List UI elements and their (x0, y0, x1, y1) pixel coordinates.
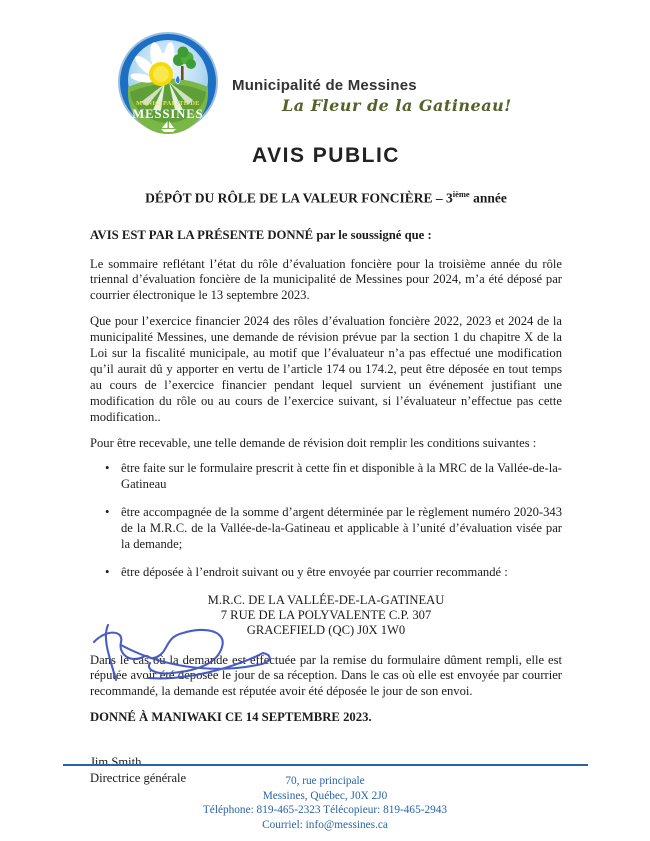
document-subtitle (90, 189, 562, 207)
intro-bold: AVIS EST PAR LA PRÉSENTE DONNÉ (90, 227, 314, 242)
intro-line (90, 228, 562, 243)
footer-line-phone: Téléphone: 819-465-2323 Télécopieur: 819-465-2943 (202, 804, 448, 817)
document-body (0, 144, 650, 786)
intro-rest: par le soussigné que : (313, 227, 432, 242)
subtitle-superscript: ième (452, 189, 470, 199)
conditions-list (90, 461, 562, 580)
bullet-text: être déposée à l’endroit suivant ou y être envoyée par courrier recommandé : (121, 565, 508, 579)
bullet-text: être accompagnée de la somme d’argent déterminée par le règlement numéro 2020-343 de la M.R.C. de la Vallée-de-la-Gatineau et applicable à l’unité d’évaluation visée par la demande; (121, 505, 562, 552)
footer-divider (63, 764, 588, 766)
municipality-logo (117, 32, 219, 134)
organization-slogan: La Fleur de la Gatineau! (282, 96, 512, 115)
handwritten-signature (86, 622, 296, 688)
address-line: GRACEFIELD (QC) J0X 1W0 (246, 623, 406, 638)
paragraph-revision-request: Que pour l’exercice financier 2024 des rôles d’évaluation foncière 2022, 2023 et 2024 de la municipalité Messines, une demande de révision prévue par la section 1 du chapitre X de la Loi sur la fiscalité municipale, au motif que l’évaluateur n’a pas effectué une modification qu’il aurait dû y apporter en vertu de l’article 174 ou 174.2, peut être déposée en tout temps au cours de l’exercice financier pendant lequel survient un événement justifiant une modification du rôle ou au cours de l’exercice suivant, si l’évaluateur n’effectue pas cette modification.. (90, 314, 562, 424)
signer-name: Jim Smith (90, 755, 142, 770)
page-title: AVIS PUBLIC (252, 144, 400, 167)
subtitle-suffix: année (469, 190, 507, 206)
given-at-line: DONNÉ À MANIWAKI CE 14 SEPTEMBRE 2023. (90, 710, 372, 725)
list-item (90, 505, 562, 553)
paragraph-deposit: Le sommaire reflétant l’état du rôle d’évaluation foncière pour la troisième année du rôle triennal d’évaluation foncière de la municipalité de Messines pour 2024, m’a été déposé par courrier électronique le 13 septembre 2023. (90, 256, 562, 303)
footer-contact-info (0, 774, 650, 832)
bullet-icon: • (105, 461, 110, 476)
logo-arc-text: MUNICIPALITÉ DE (136, 100, 200, 107)
bullet-text: être faite sur le formulaire prescrit à cette fin et disponible à la MRC de la Vallée-de-la-Gatineau (121, 461, 562, 492)
footer-line-street: 70, rue principale (285, 775, 365, 787)
address-line: M.R.C. DE LA VALLÉE-DE-LA-GATINEAU (207, 592, 445, 607)
list-item (90, 461, 562, 493)
footer-line-email: Courriel: info@messines.ca (262, 818, 388, 831)
bullet-icon: • (105, 505, 110, 520)
bullet-icon: • (105, 565, 110, 579)
organization-name: Municipalité de Messines (232, 77, 417, 94)
paragraph-conditions-intro: Pour être recevable, une telle demande de révision doit remplir les conditions suivantes : (90, 435, 537, 450)
logo-name-text: MESSINES (132, 107, 204, 121)
signer-title: Directrice générale (90, 770, 187, 785)
list-item (90, 565, 562, 581)
footer-line-city: Messines, Québec, J0X 2J0 (262, 789, 388, 802)
paragraph-filing-rules: Dans le cas où la demande est effectuée par la remise du formulaire dûment rempli, elle est réputée avoir été déposée le jour de sa réception. Dans le cas où elle est envoyée par courrier recommandé, la demande est réputée avoir été déposée le jour de son envoi. (90, 652, 562, 699)
subtitle-prefix: DÉPÔT DU RÔLE DE LA VALEUR FONCIÈRE – 3 (145, 190, 453, 206)
municipality-logo-icon (117, 32, 219, 134)
address-line: 7 RUE DE LA POLYVALENTE C.P. 307 (220, 608, 432, 623)
